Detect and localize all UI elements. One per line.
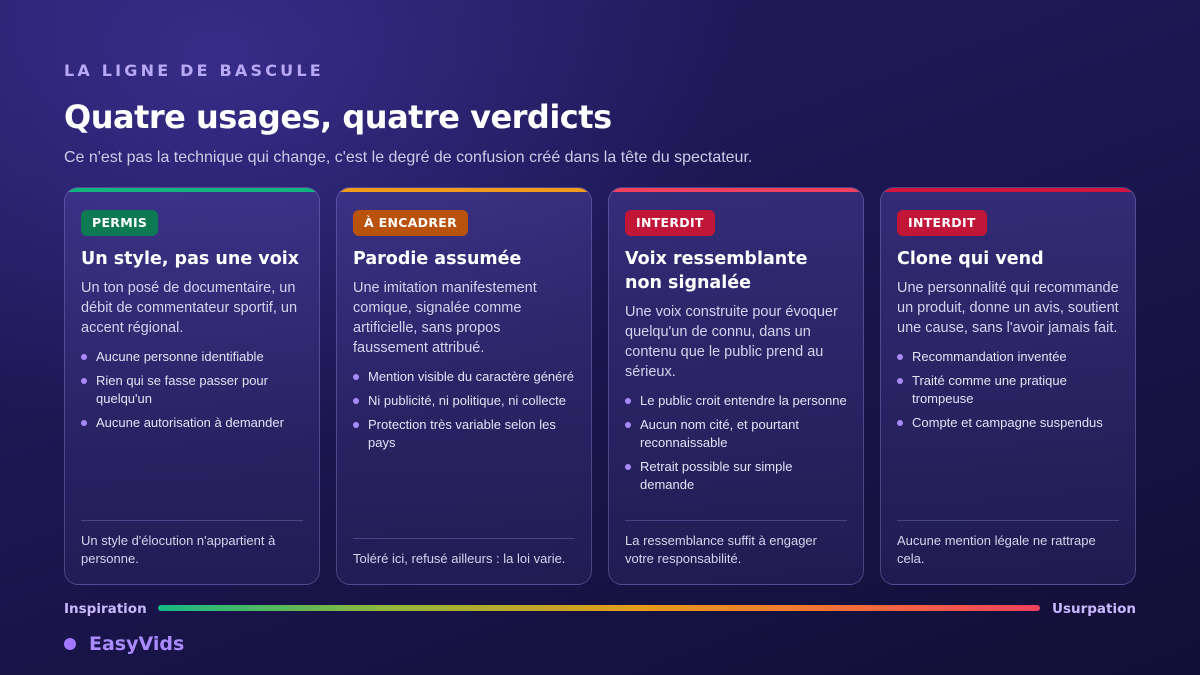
card-interdit-voix (608, 187, 864, 585)
status-badge: INTERDIT (625, 210, 715, 236)
bullet-dot-icon (353, 422, 359, 428)
bullet-dot-icon (625, 422, 631, 428)
card-title: Voix ressemblante non signalée (625, 249, 808, 293)
card-title: Un style, pas une voix (81, 249, 299, 269)
list-item-text: Ni publicité, ni politique, ni collecte (368, 393, 566, 408)
brand-logo-text: EasyVids (89, 633, 185, 655)
card-title: Clone qui vend (897, 249, 1044, 269)
bullet-dot-icon (81, 420, 87, 426)
card-description: Une personnalité qui recommande un produit, donne un avis, soutient une cause, sans l'avoir jamais fait. (897, 280, 1119, 336)
card-description: Une imitation manifestement comique, signalée comme artificielle, sans propos faussement attribué. (353, 280, 537, 356)
bullet-dot-icon (897, 354, 903, 360)
bullet-dot-icon (897, 378, 903, 384)
list-item-text: Protection très variable selon les pays (368, 417, 556, 450)
card-accent-bar (609, 188, 863, 192)
list-item (897, 414, 1119, 432)
card-bullet-list (625, 392, 847, 494)
scale-label-usurpation: Usurpation (1051, 601, 1136, 617)
bullet-dot-icon (353, 398, 359, 404)
bullet-dot-icon (625, 398, 631, 404)
list-item-text: Mention visible du caractère généré (368, 369, 574, 384)
list-item (353, 368, 575, 386)
bullet-dot-icon (897, 420, 903, 426)
bullet-dot-icon (353, 374, 359, 380)
bullet-dot-icon (81, 378, 87, 384)
card-a-encadrer (336, 187, 592, 585)
card-title: Parodie assumée (353, 249, 522, 269)
page-subtitle: Ce n'est pas la technique qui change, c'est le degré de confusion créé dans la tête du spectateur. (64, 149, 753, 166)
list-item-text: Aucune autorisation à demander (96, 415, 284, 430)
card-footer: Un style d'élocution n'appartient à personne. (81, 520, 303, 568)
card-bullet-list (81, 348, 303, 432)
page-title: Quatre usages, quatre verdicts (64, 98, 612, 136)
bullet-dot-icon (81, 354, 87, 360)
card-description: Une voix construite pour évoquer quelqu'un de connu, dans un contenu que le public prend au sérieux. (625, 304, 838, 380)
card-permis (64, 187, 320, 585)
verdict-cards (64, 187, 1136, 585)
inspiration-usurpation-gradient-bar (158, 605, 1040, 611)
list-item (81, 414, 303, 432)
list-item (353, 392, 575, 410)
list-item-text: Aucune personne identifiable (96, 349, 264, 364)
status-badge: INTERDIT (897, 210, 987, 236)
card-footer: La ressemblance suffit à engager votre responsabilité. (625, 520, 847, 568)
bullet-dot-icon (625, 464, 631, 470)
status-badge: À ENCADRER (353, 210, 468, 236)
card-footer: Toléré ici, refusé ailleurs : la loi varie. (353, 538, 575, 568)
list-item (625, 458, 847, 494)
list-item (897, 348, 1119, 366)
list-item (81, 372, 303, 408)
list-item-text: Retrait possible sur simple demande (640, 459, 793, 492)
list-item (625, 416, 847, 452)
card-bullet-list (897, 348, 1119, 432)
list-item-text: Compte et campagne suspendus (912, 415, 1103, 430)
card-description: Un ton posé de documentaire, un débit de commentateur sportif, un accent régional. (81, 280, 298, 336)
list-item-text: Le public croit entendre la personne (640, 393, 847, 408)
status-badge: PERMIS (81, 210, 158, 236)
card-accent-bar (337, 188, 591, 192)
list-item (353, 416, 575, 452)
eyebrow-label: LA LIGNE DE BASCULE (64, 61, 324, 80)
card-accent-bar (881, 188, 1135, 192)
list-item-text: Traité comme une pratique trompeuse (912, 373, 1067, 406)
list-item-text: Rien qui se fasse passer pour quelqu'un (96, 373, 268, 406)
list-item (625, 392, 847, 410)
brand-dot-icon (64, 638, 76, 650)
list-item (81, 348, 303, 366)
card-footer: Aucune mention légale ne rattrape cela. (897, 520, 1119, 568)
list-item-text: Recommandation inventée (912, 349, 1067, 364)
card-bullet-list (353, 368, 575, 452)
scale-label-inspiration: Inspiration (64, 601, 147, 617)
list-item-text: Aucun nom cité, et pourtant reconnaissable (640, 417, 799, 450)
card-interdit-clone (880, 187, 1136, 585)
list-item (897, 372, 1119, 408)
card-accent-bar (65, 188, 319, 192)
